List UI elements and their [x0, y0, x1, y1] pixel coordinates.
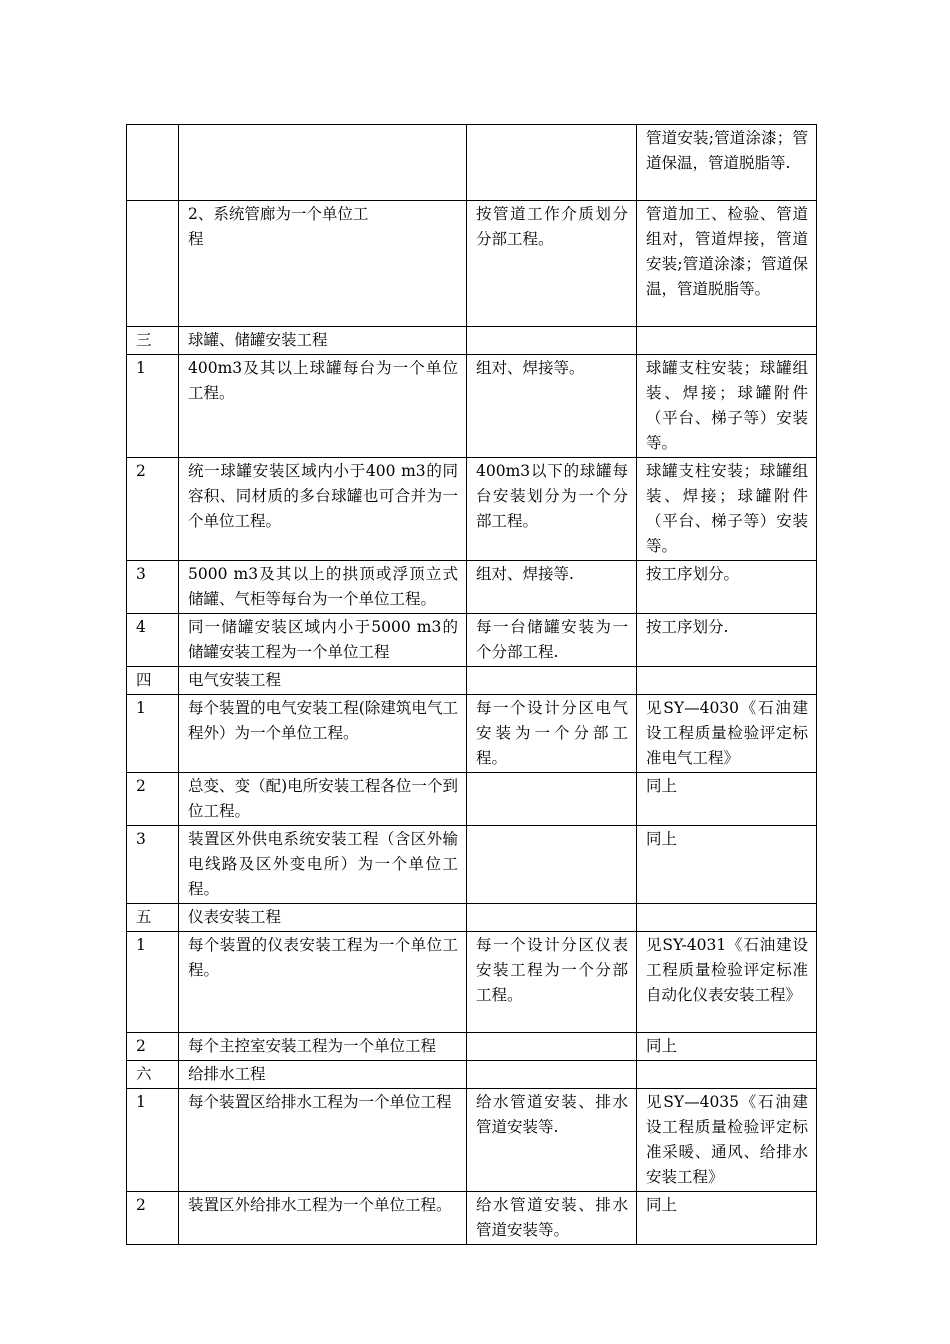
- cell-no: 1: [127, 695, 179, 773]
- cell-unit-project: 球罐、储罐安装工程: [179, 327, 467, 355]
- cell-unit-project: 同一储罐安装区域内小于5000 m3的储罐安装工程为一个单位工程: [179, 614, 467, 667]
- cell-sub-project: [467, 667, 637, 695]
- table-row: [127, 327, 817, 355]
- cell-sub-item: 球罐支柱安装；球罐组装、焊接；球罐附件（平台、梯子等）安装等。: [637, 355, 817, 458]
- cell-unit-project: 总变、变（配)电所安装工程各位一个到位工程。: [179, 773, 467, 826]
- table-row: [127, 1033, 817, 1061]
- cell-sub-item: 见SY-4031《石油建设工程质量检验评定标准自动化仪表安装工程》: [637, 932, 817, 1033]
- cell-unit-project: [179, 125, 467, 201]
- cell-sub-item: [637, 327, 817, 355]
- cell-no: 六: [127, 1061, 179, 1089]
- cell-sub-item: [637, 667, 817, 695]
- cell-sub-project: 每一台储罐安装为一个分部工程.: [467, 614, 637, 667]
- cell-sub-item: 同上: [637, 773, 817, 826]
- cell-sub-item: 同上: [637, 826, 817, 904]
- table-body: [127, 125, 817, 1245]
- cell-sub-project: 400m3以下的球罐每台安装划分为一个分部工程。: [467, 458, 637, 561]
- cell-unit-project: 每个装置区给排水工程为一个单位工程: [179, 1089, 467, 1192]
- cell-sub-item: 球罐支柱安装；球罐组装、焊接；球罐附件（平台、梯子等）安装等。: [637, 458, 817, 561]
- table-row: [127, 667, 817, 695]
- cell-sub-project: 按管道工作介质划分分部工程。: [467, 201, 637, 327]
- cell-unit-project: 给排水工程: [179, 1061, 467, 1089]
- project-division-table: [126, 124, 817, 1245]
- cell-no: 4: [127, 614, 179, 667]
- cell-unit-project: 仪表安装工程: [179, 904, 467, 932]
- table-row: [127, 125, 817, 201]
- cell-sub-project: 每一个设计分区电气安装为一个分部工程。: [467, 695, 637, 773]
- table-row: [127, 773, 817, 826]
- cell-sub-item: 按工序划分。: [637, 561, 817, 614]
- table-row: [127, 201, 817, 327]
- cell-unit-project: 每个主控室安装工程为一个单位工程: [179, 1033, 467, 1061]
- cell-sub-project: [467, 327, 637, 355]
- cell-sub-item: 按工序划分.: [637, 614, 817, 667]
- cell-no: 2: [127, 1033, 179, 1061]
- cell-no: 五: [127, 904, 179, 932]
- cell-no: 2: [127, 773, 179, 826]
- cell-unit-project: 装置区外给排水工程为一个单位工程。: [179, 1192, 467, 1245]
- table-row: [127, 614, 817, 667]
- cell-no: 2: [127, 1192, 179, 1245]
- cell-no: 四: [127, 667, 179, 695]
- table-row: [127, 932, 817, 1033]
- cell-no: 1: [127, 1089, 179, 1192]
- cell-no: [127, 125, 179, 201]
- cell-no: 3: [127, 826, 179, 904]
- cell-unit-project: 电气安装工程: [179, 667, 467, 695]
- cell-sub-item: 见SY—4030《石油建设工程质量检验评定标准电气工程》: [637, 695, 817, 773]
- cell-sub-item: 管道加工、检验、管道组对，管道焊接，管道安装;管道涂漆；管道保温，管道脱脂等。: [637, 201, 817, 327]
- table-row: [127, 458, 817, 561]
- cell-sub-project: [467, 904, 637, 932]
- table-row: [127, 561, 817, 614]
- cell-sub-item: 管道安装;管道涂漆；管道保温，管道脱脂等.: [637, 125, 817, 201]
- cell-unit-project: 每个装置的电气安装工程(除建筑电气工程外）为一个单位工程。: [179, 695, 467, 773]
- cell-sub-project: 给水管道安装、排水管道安装等。: [467, 1192, 637, 1245]
- cell-sub-item: 同上: [637, 1033, 817, 1061]
- cell-no: 1: [127, 932, 179, 1033]
- table-row: [127, 904, 817, 932]
- cell-sub-project: [467, 826, 637, 904]
- table-row: [127, 355, 817, 458]
- table-row: [127, 1089, 817, 1192]
- cell-sub-project: 组对、焊接等。: [467, 355, 637, 458]
- table-row: [127, 1061, 817, 1089]
- table-row: [127, 695, 817, 773]
- cell-no: 2: [127, 458, 179, 561]
- cell-unit-project: 5000 m3及其以上的拱顶或浮顶立式储罐、气柜等每台为一个单位工程。: [179, 561, 467, 614]
- cell-sub-project: [467, 1061, 637, 1089]
- cell-sub-item: 见SY—4035《石油建设工程质量检验评定标准采暖、通风、给排水安装工程》: [637, 1089, 817, 1192]
- cell-unit-project: 每个装置的仪表安装工程为一个单位工程。: [179, 932, 467, 1033]
- cell-sub-item: [637, 1061, 817, 1089]
- cell-sub-project: [467, 1033, 637, 1061]
- table-row: [127, 1192, 817, 1245]
- cell-sub-project: 组对、焊接等.: [467, 561, 637, 614]
- cell-no: 3: [127, 561, 179, 614]
- cell-unit-project: 400m3及其以上球罐每台为一个单位工程。: [179, 355, 467, 458]
- cell-unit-project: 2、系统管廊为一个单位工 程: [179, 201, 467, 327]
- cell-unit-project: 装置区外供电系统安装工程（含区外输电线路及区外变电所）为一个单位工程。: [179, 826, 467, 904]
- cell-no: [127, 201, 179, 327]
- cell-no: 1: [127, 355, 179, 458]
- cell-no: 三: [127, 327, 179, 355]
- cell-sub-item: [637, 904, 817, 932]
- cell-sub-project: 每一个设计分区仪表安装工程为一个分部工程。: [467, 932, 637, 1033]
- cell-sub-project: [467, 125, 637, 201]
- cell-sub-project: 给水管道安装、排水管道安装等.: [467, 1089, 637, 1192]
- table-row: [127, 826, 817, 904]
- cell-unit-project: 统一球罐安装区域内小于400 m3的同容积、同材质的多台球罐也可合并为一个单位工程。: [179, 458, 467, 561]
- cell-sub-project: [467, 773, 637, 826]
- cell-sub-item: 同上: [637, 1192, 817, 1245]
